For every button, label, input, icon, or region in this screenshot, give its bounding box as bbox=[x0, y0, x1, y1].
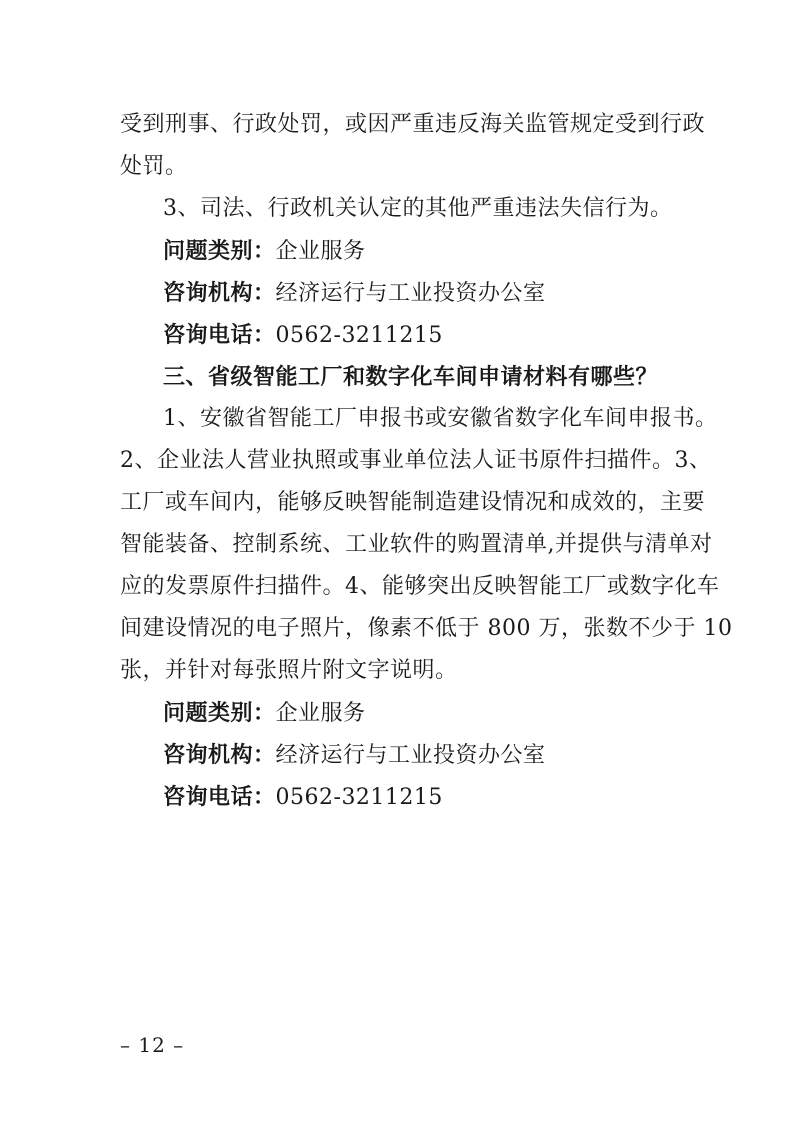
org-row bbox=[163, 741, 546, 770]
category-label: 问题类别： bbox=[163, 700, 276, 726]
section-heading: 三、省级智能工厂和数字化车间申请材料有哪些？ bbox=[163, 364, 659, 390]
page-number: – 12 – bbox=[120, 1033, 185, 1057]
phone-label: 咨询电话： bbox=[163, 322, 276, 348]
category-value: 企业服务 bbox=[275, 701, 366, 726]
paragraph-line: 受到刑事、行政处罚，或因严重违反海关监管规定受到行政 bbox=[120, 112, 706, 137]
paragraph-line: 处罚。 bbox=[120, 154, 188, 179]
org-label: 咨询机构： bbox=[163, 742, 276, 768]
paragraph-line: 工厂或车间内，能够反映智能制造建设情况和成效的，主要 bbox=[120, 490, 706, 515]
org-label: 咨询机构： bbox=[163, 280, 276, 306]
category-value: 企业服务 bbox=[275, 239, 366, 264]
phone-value: 0562-3211215 bbox=[275, 323, 443, 348]
org-value: 经济运行与工业投资办公室 bbox=[275, 743, 546, 768]
phone-row bbox=[163, 783, 443, 812]
phone-row bbox=[163, 321, 443, 350]
paragraph-line: 2、企业法人营业执照或事业单位法人证书原件扫描件。3、 bbox=[120, 448, 712, 473]
category-label: 问题类别： bbox=[163, 238, 276, 264]
phone-label: 咨询电话： bbox=[163, 784, 276, 810]
category-row bbox=[163, 237, 366, 266]
org-row bbox=[163, 279, 546, 308]
phone-value: 0562-3211215 bbox=[275, 785, 443, 810]
list-item: 3、司法、行政机关认定的其他严重违法失信行为。 bbox=[163, 196, 673, 221]
paragraph-line: 1、安徽省智能工厂申报书或安徽省数字化车间申报书。 bbox=[163, 406, 718, 431]
paragraph-line: 应的发票原件扫描件。4、能够突出反映智能工厂或数字化车 bbox=[120, 574, 720, 599]
category-row bbox=[163, 699, 366, 728]
paragraph-line: 张，并针对每张照片附文字说明。 bbox=[120, 658, 458, 683]
org-value: 经济运行与工业投资办公室 bbox=[275, 281, 546, 306]
paragraph-line: 智能装备、控制系统、工业软件的购置清单,并提供与清单对 bbox=[120, 532, 713, 557]
paragraph-line: 间建设情况的电子照片，像素不低于 800 万，张数不少于 10 bbox=[120, 616, 733, 641]
